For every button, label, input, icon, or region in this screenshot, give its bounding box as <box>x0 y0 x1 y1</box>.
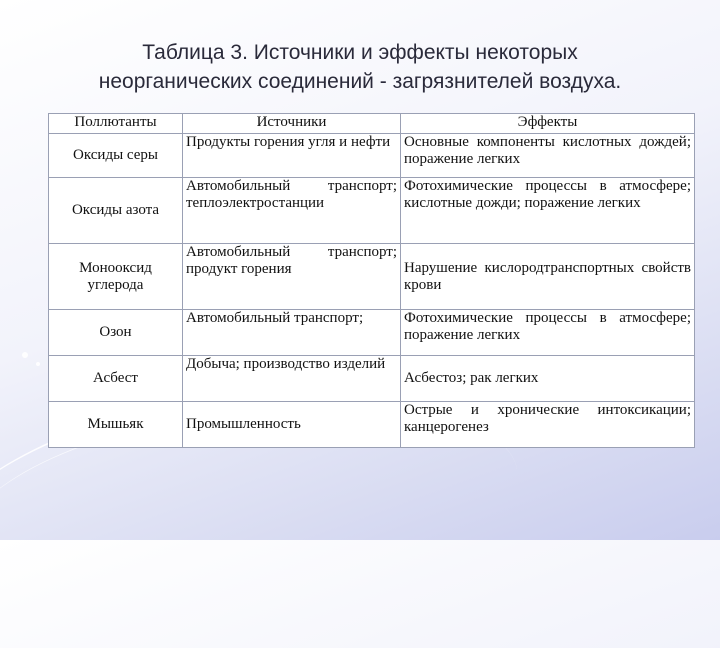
effect-cell: Фотохимические процессы в атмосфере; поражение легких <box>401 310 695 356</box>
source-cell: Добыча; производство изделий <box>183 356 401 402</box>
table-row <box>49 356 695 402</box>
table-row <box>49 178 695 244</box>
table-row <box>49 310 695 356</box>
title-line: Таблица 3. Источники и эффекты некоторых <box>142 41 578 64</box>
background-dot <box>22 352 28 358</box>
header-pollutants: Поллютанты <box>49 114 183 134</box>
effect-cell: Асбестоз; рак легких <box>401 356 695 402</box>
table-row <box>49 134 695 178</box>
effect-cell: Нарушение кислородтранспортных свойств крови <box>401 244 695 310</box>
table-header-row <box>49 114 695 134</box>
pollutant-cell: Оксиды азота <box>49 178 183 244</box>
source-cell: Автомобильный транспорт; <box>183 310 401 356</box>
background-dot <box>36 362 40 366</box>
table-row <box>49 402 695 448</box>
pollutant-cell: Мышьяк <box>49 402 183 448</box>
header-effects: Эффекты <box>401 114 695 134</box>
source-cell: Автомобильный транспорт; продукт горения <box>183 244 401 310</box>
source-cell: Продукты горения угля и нефти <box>183 134 401 178</box>
source-cell: Автомобильный транспорт; теплоэлектростанции <box>183 178 401 244</box>
header-sources: Источники <box>183 114 401 134</box>
pollutant-cell: Монооксид углерода <box>49 244 183 310</box>
effect-cell: Фотохимические процессы в атмосфере; кислотные дожди; поражение легких <box>401 178 695 244</box>
source-cell: Промышленность <box>183 402 401 448</box>
title-line: неорганических соединений - загрязнителей воздуха. <box>98 70 622 93</box>
pollutant-cell: Озон <box>49 310 183 356</box>
pollutants-table <box>48 113 695 448</box>
table-row <box>49 244 695 310</box>
effect-cell: Острые и хронические интоксикации; канцерогенез <box>401 402 695 448</box>
pollutant-cell: Асбест <box>49 356 183 402</box>
slide-title <box>40 38 680 96</box>
effect-cell: Основные компоненты кислотных дождей; поражение легких <box>401 134 695 178</box>
pollutant-cell: Оксиды серы <box>49 134 183 178</box>
